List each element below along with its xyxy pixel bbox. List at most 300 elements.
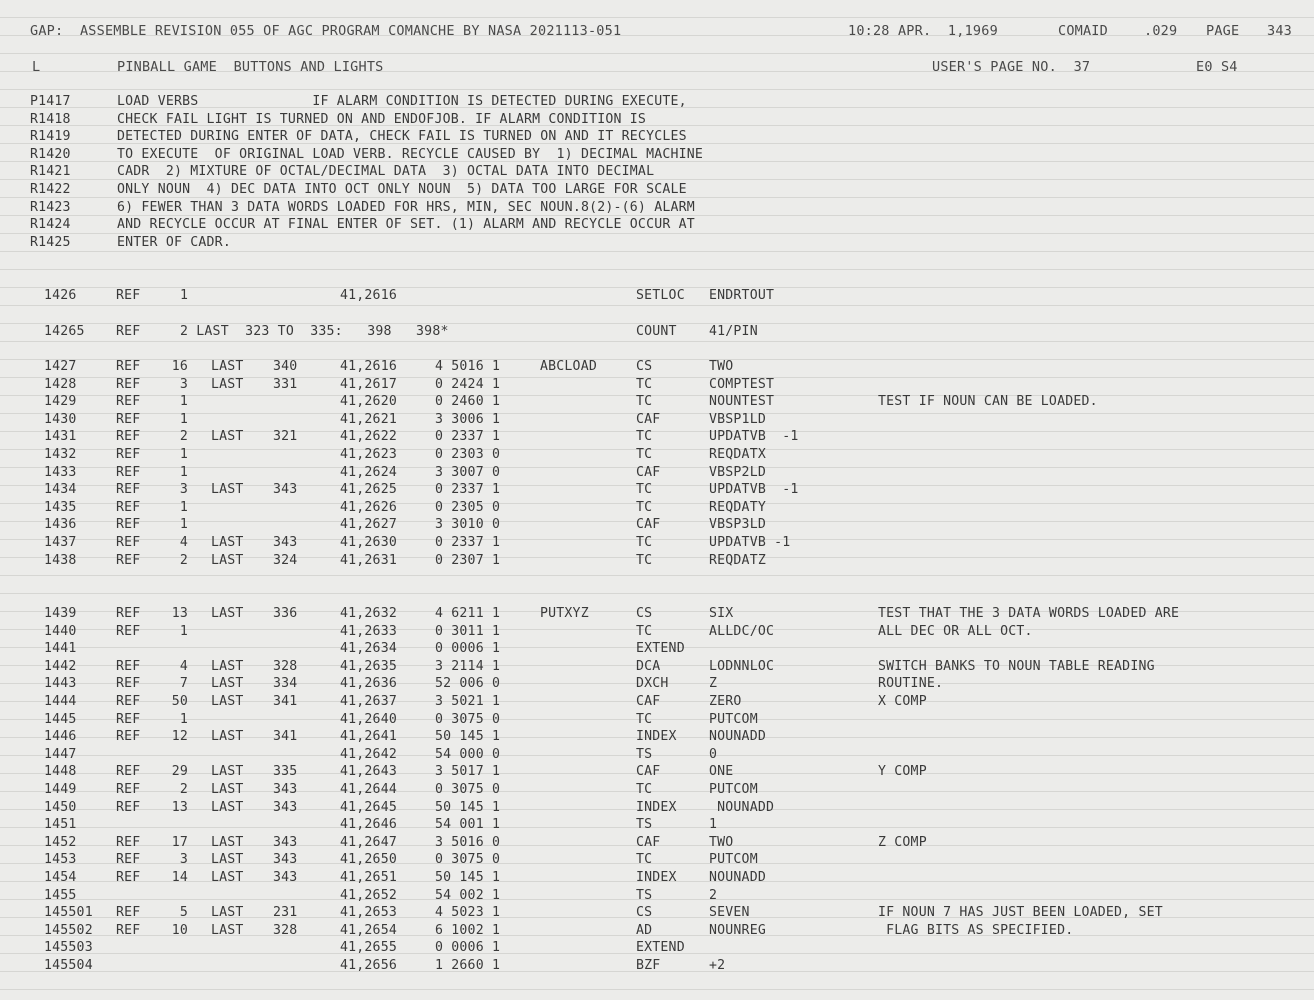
comment-line-number: R1422 bbox=[30, 182, 71, 197]
listing-row bbox=[0, 428, 1314, 446]
address: 41,2653 bbox=[340, 905, 397, 921]
last-page: 321 bbox=[273, 429, 298, 445]
ref-label: REF bbox=[116, 499, 141, 515]
ref-count: 2 bbox=[179, 552, 188, 568]
ref-label: REF bbox=[116, 324, 141, 339]
line-number: 1450 bbox=[44, 799, 77, 815]
ref-label: REF bbox=[116, 623, 141, 639]
ref-label: REF bbox=[116, 447, 141, 462]
opcode: BZF bbox=[636, 958, 661, 973]
address: 41,2635 bbox=[340, 658, 397, 674]
listing-row bbox=[0, 728, 1314, 746]
ref-label: REF bbox=[116, 676, 141, 692]
object-word: 3 3006 1 bbox=[435, 411, 501, 427]
ref-label: REF bbox=[116, 464, 141, 480]
comment-line-number: R1421 bbox=[30, 164, 71, 180]
address: 41,2646 bbox=[340, 817, 397, 833]
address: 41,2625 bbox=[340, 482, 397, 498]
last-page: 324 bbox=[273, 552, 298, 568]
line-number: 14265 bbox=[44, 324, 85, 339]
opcode: SETLOC bbox=[636, 288, 685, 303]
listing-row bbox=[0, 904, 1314, 922]
section-header bbox=[0, 58, 1314, 76]
ref-label: REF bbox=[116, 482, 141, 498]
listing-row bbox=[0, 799, 1314, 817]
listing-row bbox=[0, 711, 1314, 729]
line-number: 1432 bbox=[44, 447, 77, 462]
ref-count: 3 bbox=[179, 852, 188, 868]
opcode: COUNT bbox=[636, 324, 677, 339]
line-number: 1431 bbox=[44, 429, 77, 445]
last-page: 343 bbox=[273, 870, 298, 885]
object-word: 4 5016 1 bbox=[435, 359, 501, 374]
listing-row bbox=[0, 358, 1314, 376]
object-word: 3 5021 1 bbox=[435, 694, 501, 709]
opcode: TS bbox=[636, 817, 653, 833]
operand: ENDRTOUT bbox=[709, 288, 775, 303]
opcode: TC bbox=[636, 429, 653, 445]
line-number: 1437 bbox=[44, 535, 77, 550]
ref-count: 1 bbox=[179, 447, 188, 462]
ref-count: 1 bbox=[179, 711, 188, 727]
ref-count: 1 bbox=[179, 411, 188, 427]
address: 41,2651 bbox=[340, 870, 397, 885]
line-comment: X COMP bbox=[878, 694, 927, 709]
address: 41,2640 bbox=[340, 711, 397, 727]
last-label: LAST bbox=[211, 676, 244, 692]
listing-row bbox=[0, 499, 1314, 517]
listing-row bbox=[0, 464, 1314, 482]
opcode: CS bbox=[636, 905, 653, 921]
object-word: 3 5016 0 bbox=[435, 834, 501, 850]
object-word: 0 2307 1 bbox=[435, 552, 501, 568]
operand: SIX bbox=[709, 606, 734, 621]
opcode: EXTEND bbox=[636, 940, 685, 956]
ref-count: 1 bbox=[180, 288, 189, 303]
line-number: 1433 bbox=[44, 464, 77, 480]
operand: TWO bbox=[709, 834, 734, 850]
object-word: 6 1002 1 bbox=[435, 922, 501, 938]
section-title: PINBALL GAME BUTTONS AND LIGHTS bbox=[117, 59, 384, 75]
last-label: LAST bbox=[211, 535, 244, 550]
count-range: 2 LAST 323 TO 335: 398 398* bbox=[180, 324, 449, 339]
object-word: 0 3011 1 bbox=[435, 623, 501, 639]
object-word: 0 0006 1 bbox=[435, 940, 501, 956]
last-label: LAST bbox=[211, 482, 244, 498]
operand: 0 bbox=[709, 746, 718, 762]
address: 41,2641 bbox=[340, 729, 397, 745]
comment-text: TO EXECUTE OF ORIGINAL LOAD VERB. RECYCLE CAUSED BY 1) DECIMAL MACHINE bbox=[117, 146, 704, 162]
ref-label: REF bbox=[116, 658, 141, 674]
last-page: 341 bbox=[273, 729, 298, 745]
address: 41,2620 bbox=[340, 394, 397, 410]
operand: PUTCOM bbox=[709, 782, 758, 797]
opcode: DCA bbox=[636, 658, 661, 674]
operand: REQDATZ bbox=[709, 552, 766, 568]
line-number: 1448 bbox=[44, 764, 77, 780]
line-number: 1427 bbox=[44, 359, 77, 374]
opcode: CS bbox=[636, 359, 653, 374]
users-page-number: USER'S PAGE NO. 37 bbox=[932, 59, 1091, 75]
ref-label: REF bbox=[116, 905, 141, 921]
comment-line bbox=[0, 199, 1314, 217]
opcode: TC bbox=[636, 376, 653, 392]
last-label: LAST bbox=[211, 852, 244, 868]
last-page: 328 bbox=[273, 658, 298, 674]
ref-count: 1 bbox=[179, 517, 188, 533]
address: 41,2621 bbox=[340, 411, 397, 427]
comment-line bbox=[0, 111, 1314, 129]
comment-line bbox=[0, 163, 1314, 181]
line-number: 1434 bbox=[44, 482, 77, 498]
object-word: 0 2337 1 bbox=[435, 429, 501, 445]
address: 41,2624 bbox=[340, 464, 397, 480]
listing-row bbox=[0, 869, 1314, 887]
line-number: 145503 bbox=[44, 940, 93, 956]
line-number: 1455 bbox=[44, 887, 77, 903]
last-page: 340 bbox=[273, 359, 298, 374]
listing-row bbox=[0, 376, 1314, 394]
opcode: TC bbox=[636, 482, 653, 498]
object-word: 1 2660 1 bbox=[435, 958, 501, 973]
operand: COMPTEST bbox=[709, 376, 775, 392]
listing-row bbox=[0, 623, 1314, 641]
opcode: INDEX bbox=[636, 870, 677, 885]
object-word: 54 001 1 bbox=[435, 817, 501, 833]
line-number: 1426 bbox=[44, 288, 77, 303]
operand: NOUNADD bbox=[709, 729, 766, 745]
last-page: 343 bbox=[273, 782, 298, 797]
address: 41,2644 bbox=[340, 782, 397, 797]
address: 41,2631 bbox=[340, 552, 397, 568]
last-page: 343 bbox=[273, 834, 298, 850]
line-number: 1440 bbox=[44, 623, 77, 639]
listing-row bbox=[0, 746, 1314, 764]
comment-text: 6) FEWER THAN 3 DATA WORDS LOADED FOR HRS, MIN, SEC NOUN.8(2)-(6) ALARM bbox=[117, 199, 695, 215]
listing-row bbox=[0, 887, 1314, 905]
object-word: 0 3075 0 bbox=[435, 782, 501, 797]
ref-count: 16 bbox=[171, 359, 188, 374]
ref-label: REF bbox=[116, 922, 141, 938]
ref-count: 1 bbox=[179, 499, 188, 515]
listing-row bbox=[0, 693, 1314, 711]
operand: UPDATVB -1 bbox=[709, 535, 791, 550]
object-word: 3 5017 1 bbox=[435, 764, 501, 780]
operand: NOUNREG bbox=[709, 922, 766, 938]
last-label: LAST bbox=[211, 552, 244, 568]
listing-row bbox=[0, 481, 1314, 499]
listing-row bbox=[0, 552, 1314, 570]
last-label: LAST bbox=[211, 694, 244, 709]
header-page-label: PAGE bbox=[1206, 23, 1240, 39]
opcode: CAF bbox=[636, 834, 661, 850]
listing-row bbox=[0, 781, 1314, 799]
comment-text: DETECTED DURING ENTER OF DATA, CHECK FAIL IS TURNED ON AND IT RECYCLES bbox=[117, 129, 687, 145]
last-page: 343 bbox=[273, 799, 298, 815]
opcode: TC bbox=[636, 535, 653, 550]
address: 41,2645 bbox=[340, 799, 397, 815]
object-word: 54 002 1 bbox=[435, 887, 501, 903]
section-letter: L bbox=[32, 59, 41, 75]
ref-label: REF bbox=[116, 799, 141, 815]
line-number: 145504 bbox=[44, 958, 93, 973]
opcode: CS bbox=[636, 606, 653, 621]
count-line bbox=[0, 323, 1314, 341]
ref-label: REF bbox=[116, 764, 141, 780]
line-number: 1438 bbox=[44, 552, 77, 568]
opcode: TC bbox=[636, 623, 653, 639]
operand: UPDATVB -1 bbox=[709, 429, 799, 445]
object-word: 3 3007 0 bbox=[435, 464, 501, 480]
operand: NOUNADD bbox=[709, 799, 775, 815]
operand: ZERO bbox=[709, 694, 742, 709]
last-page: 335 bbox=[273, 764, 298, 780]
last-label: LAST bbox=[211, 782, 244, 797]
header-title: GAP: ASSEMBLE REVISION 055 OF AGC PROGRAM COMANCHE BY NASA 2021113-051 bbox=[30, 23, 622, 39]
listing-row bbox=[0, 393, 1314, 411]
ref-count: 7 bbox=[179, 676, 188, 692]
operand: 2 bbox=[709, 887, 718, 903]
operand: Z bbox=[709, 676, 718, 692]
ref-count: 14 bbox=[171, 870, 188, 885]
ref-label: REF bbox=[116, 852, 141, 868]
ref-label: REF bbox=[116, 834, 141, 850]
line-number: 1444 bbox=[44, 694, 77, 709]
last-label: LAST bbox=[211, 922, 244, 938]
listing-row bbox=[0, 446, 1314, 464]
opcode: TC bbox=[636, 552, 653, 568]
ref-label: REF bbox=[116, 729, 141, 745]
address: 41,2654 bbox=[340, 922, 397, 938]
last-page: 343 bbox=[273, 535, 298, 550]
comment-line-number: R1425 bbox=[30, 234, 71, 250]
last-page: 343 bbox=[273, 852, 298, 868]
line-number: 1429 bbox=[44, 394, 77, 410]
ref-count: 4 bbox=[179, 658, 188, 674]
opcode: CAF bbox=[636, 764, 661, 780]
last-label: LAST bbox=[211, 376, 244, 392]
last-label: LAST bbox=[211, 729, 244, 745]
last-label: LAST bbox=[211, 799, 244, 815]
address: 41,2627 bbox=[340, 517, 397, 533]
object-word: 50 145 1 bbox=[435, 799, 501, 815]
ref-count: 1 bbox=[179, 623, 188, 639]
ref-count: 2 bbox=[179, 782, 188, 797]
ref-label: REF bbox=[116, 517, 141, 533]
ref-count: 10 bbox=[171, 922, 188, 938]
last-page: 341 bbox=[273, 694, 298, 709]
operand: VBSP3LD bbox=[709, 517, 766, 533]
comment-line-number: R1420 bbox=[30, 146, 71, 162]
listing-row bbox=[0, 640, 1314, 658]
last-label: LAST bbox=[211, 359, 244, 374]
header-code: .029 bbox=[1144, 23, 1178, 39]
line-number: 1436 bbox=[44, 517, 77, 533]
page-header bbox=[0, 22, 1314, 40]
ref-count: 13 bbox=[171, 606, 188, 621]
ref-count: 13 bbox=[171, 799, 188, 815]
last-label: LAST bbox=[211, 834, 244, 850]
line-comment: ROUTINE. bbox=[878, 676, 944, 692]
comment-text: ONLY NOUN 4) DEC DATA INTO OCT ONLY NOUN 5) DATA TOO LARGE FOR SCALE bbox=[117, 182, 687, 197]
listing-row bbox=[0, 834, 1314, 852]
header-page-number: 343 bbox=[1267, 23, 1292, 39]
ref-count: 1 bbox=[179, 464, 188, 480]
setloc-line bbox=[0, 287, 1314, 305]
operand: ONE bbox=[709, 764, 734, 780]
ref-label: REF bbox=[116, 288, 141, 303]
operand: VBSP1LD bbox=[709, 411, 766, 427]
address: 41,2642 bbox=[340, 746, 397, 762]
line-comment: TEST THAT THE 3 DATA WORDS LOADED ARE bbox=[878, 606, 1180, 621]
ref-count: 3 bbox=[179, 482, 188, 498]
opcode: EXTEND bbox=[636, 641, 685, 657]
comment-text: ENTER OF CADR. bbox=[117, 234, 231, 250]
ref-count: 5 bbox=[179, 905, 188, 921]
object-word: 52 006 0 bbox=[435, 676, 501, 692]
comment-line-number: R1424 bbox=[30, 217, 71, 233]
line-comment: Y COMP bbox=[878, 764, 927, 780]
operand: VBSP2LD bbox=[709, 464, 766, 480]
address: 41,2652 bbox=[340, 887, 397, 903]
opcode: CAF bbox=[636, 464, 661, 480]
address: 41,2634 bbox=[340, 641, 397, 657]
address: 41,2632 bbox=[340, 606, 397, 621]
last-label: LAST bbox=[211, 429, 244, 445]
listing-row bbox=[0, 763, 1314, 781]
opcode: INDEX bbox=[636, 799, 677, 815]
line-number: 145501 bbox=[44, 905, 93, 921]
line-number: 1452 bbox=[44, 834, 77, 850]
line-comment: Z COMP bbox=[878, 834, 927, 850]
last-page: 334 bbox=[273, 676, 298, 692]
object-word: 0 2460 1 bbox=[435, 394, 501, 410]
comment-text: CHECK FAIL LIGHT IS TURNED ON AND ENDOFJOB. IF ALARM CONDITION IS bbox=[117, 111, 647, 127]
operand: REQDATY bbox=[709, 499, 766, 515]
object-word: 0 2424 1 bbox=[435, 376, 501, 392]
line-comment: SWITCH BANKS TO NOUN TABLE READING bbox=[878, 658, 1155, 674]
ref-label: REF bbox=[116, 782, 141, 797]
opcode: CAF bbox=[636, 411, 661, 427]
object-word: 0 3075 0 bbox=[435, 711, 501, 727]
ref-count: 12 bbox=[171, 729, 188, 745]
comment-line-number: R1418 bbox=[30, 111, 71, 127]
line-number: 1445 bbox=[44, 711, 77, 727]
line-number: 1435 bbox=[44, 499, 77, 515]
operand: LODNNLOC bbox=[709, 658, 775, 674]
operand: UPDATVB -1 bbox=[709, 482, 799, 498]
operand: 1 bbox=[709, 817, 718, 833]
listing-row bbox=[0, 957, 1314, 975]
comment-text: CADR 2) MIXTURE OF OCTAL/DECIMAL DATA 3) OCTAL DATA INTO DECIMAL bbox=[117, 164, 655, 180]
operand: TWO bbox=[709, 359, 734, 374]
opcode: CAF bbox=[636, 517, 661, 533]
last-page: 328 bbox=[273, 922, 298, 938]
ref-count: 50 bbox=[171, 694, 188, 709]
address: 41,2617 bbox=[340, 376, 397, 392]
comment-line bbox=[0, 216, 1314, 234]
operand: NOUNADD bbox=[709, 870, 766, 885]
last-label: LAST bbox=[211, 606, 244, 621]
listing-row bbox=[0, 658, 1314, 676]
line-number: 1453 bbox=[44, 852, 77, 868]
listing-row bbox=[0, 816, 1314, 834]
header-comaid: COMAID bbox=[1058, 23, 1108, 39]
address: 41,2636 bbox=[340, 676, 397, 692]
opcode: DXCH bbox=[636, 676, 669, 692]
comment-line bbox=[0, 234, 1314, 252]
line-number: 1441 bbox=[44, 641, 77, 657]
ref-count: 17 bbox=[171, 834, 188, 850]
symbol-label: ABCLOAD bbox=[540, 359, 597, 374]
comment-line bbox=[0, 93, 1314, 111]
opcode: INDEX bbox=[636, 729, 677, 745]
line-number: 1449 bbox=[44, 782, 77, 797]
ref-label: REF bbox=[116, 376, 141, 392]
object-word: 0 2337 1 bbox=[435, 535, 501, 550]
ref-label: REF bbox=[116, 411, 141, 427]
comment-line bbox=[0, 146, 1314, 164]
opcode: TS bbox=[636, 887, 653, 903]
ref-label: REF bbox=[116, 552, 141, 568]
listing-row bbox=[0, 922, 1314, 940]
operand: 41/PIN bbox=[709, 324, 758, 339]
last-label: LAST bbox=[211, 905, 244, 921]
opcode: TC bbox=[636, 782, 653, 797]
last-page: 231 bbox=[273, 905, 298, 921]
line-comment: FLAG BITS AS SPECIFIED. bbox=[878, 922, 1074, 938]
operand: ALLDC/OC bbox=[709, 623, 775, 639]
comment-text: LOAD VERBS IF ALARM CONDITION IS DETECTED DURING EXECUTE, bbox=[117, 94, 687, 109]
line-comment: IF NOUN 7 HAS JUST BEEN LOADED, SET bbox=[878, 905, 1163, 921]
operand: NOUNTEST bbox=[709, 394, 775, 410]
last-label: LAST bbox=[211, 870, 244, 885]
operand: REQDATX bbox=[709, 447, 766, 462]
listing-row bbox=[0, 411, 1314, 429]
ref-count: 3 bbox=[179, 376, 188, 392]
opcode: TC bbox=[636, 711, 653, 727]
ref-label: REF bbox=[116, 870, 141, 885]
opcode: TC bbox=[636, 447, 653, 462]
address: 41,2656 bbox=[340, 958, 397, 973]
listing-row bbox=[0, 939, 1314, 957]
ref-label: REF bbox=[116, 694, 141, 709]
comment-text: AND RECYCLE OCCUR AT FINAL ENTER OF SET. (1) ALARM AND RECYCLE OCCUR AT bbox=[117, 217, 695, 233]
symbol-label: PUTXYZ bbox=[540, 606, 589, 621]
line-comment: TEST IF NOUN CAN BE LOADED. bbox=[878, 394, 1098, 410]
ref-label: REF bbox=[116, 606, 141, 621]
address: 41,2616 bbox=[340, 359, 397, 374]
comment-line bbox=[0, 128, 1314, 146]
object-word: 4 6211 1 bbox=[435, 606, 501, 621]
comment-line-number: R1419 bbox=[30, 129, 71, 145]
eo-code: E0 S4 bbox=[1196, 59, 1238, 75]
object-word: 4 5023 1 bbox=[435, 905, 501, 921]
ref-label: REF bbox=[116, 359, 141, 374]
listing-row bbox=[0, 534, 1314, 552]
listing-row bbox=[0, 605, 1314, 623]
object-word: 0 2305 0 bbox=[435, 499, 501, 515]
comment-line-number: P1417 bbox=[30, 94, 71, 109]
address: 41,2650 bbox=[340, 852, 397, 868]
line-number: 1451 bbox=[44, 817, 77, 833]
operand: SEVEN bbox=[709, 905, 750, 921]
address: 41,2643 bbox=[340, 764, 397, 780]
line-number: 1454 bbox=[44, 870, 77, 885]
ref-label: REF bbox=[116, 535, 141, 550]
last-label: LAST bbox=[211, 764, 244, 780]
header-time: 10:28 APR. 1,1969 bbox=[848, 23, 998, 39]
